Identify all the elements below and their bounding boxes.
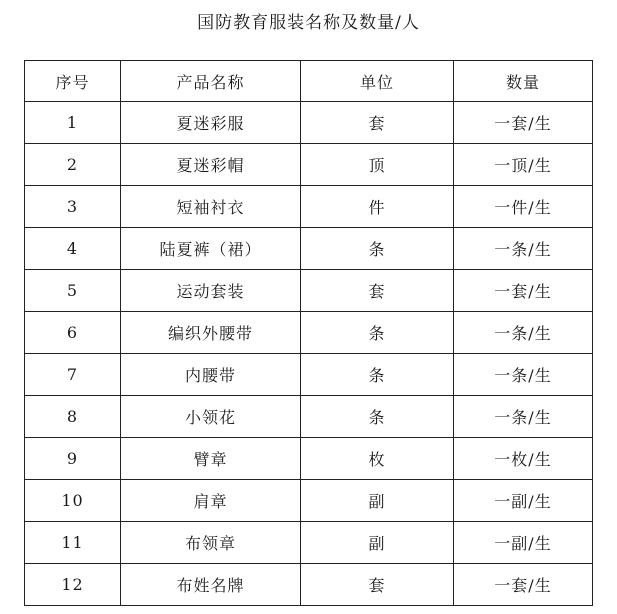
cell-product-name: 臂章 [121, 438, 301, 480]
cell-unit: 套 [301, 102, 454, 144]
cell-product-name: 布姓名牌 [121, 564, 301, 606]
cell-unit: 套 [301, 564, 454, 606]
table-row [25, 102, 593, 144]
header-unit: 单位 [301, 61, 454, 102]
header-product-name: 产品名称 [121, 61, 301, 102]
cell-quantity: 一副/生 [454, 480, 593, 522]
header-quantity: 数量 [454, 61, 593, 102]
cell-quantity: 一条/生 [454, 228, 593, 270]
cell-index: 1 [25, 102, 121, 144]
cell-index: 12 [25, 564, 121, 606]
cell-product-name: 内腰带 [121, 354, 301, 396]
cell-product-name: 夏迷彩服 [121, 102, 301, 144]
cell-index: 3 [25, 186, 121, 228]
cell-unit: 套 [301, 270, 454, 312]
table-row [25, 354, 593, 396]
cell-quantity: 一套/生 [454, 564, 593, 606]
cell-quantity: 一套/生 [454, 270, 593, 312]
cell-unit: 条 [301, 312, 454, 354]
cell-quantity: 一条/生 [454, 354, 593, 396]
cell-unit: 枚 [301, 438, 454, 480]
table-row [25, 312, 593, 354]
cell-index: 10 [25, 480, 121, 522]
cell-unit: 顶 [301, 144, 454, 186]
cell-index: 11 [25, 522, 121, 564]
document-title: 国防教育服装名称及数量/人 [197, 13, 420, 33]
table-row [25, 522, 593, 564]
cell-product-name: 编织外腰带 [121, 312, 301, 354]
table-row [25, 228, 593, 270]
cell-index: 2 [25, 144, 121, 186]
cell-unit: 副 [301, 480, 454, 522]
cell-product-name: 肩章 [121, 480, 301, 522]
cell-quantity: 一条/生 [454, 312, 593, 354]
cell-product-name: 布领章 [121, 522, 301, 564]
cell-quantity: 一套/生 [454, 102, 593, 144]
cell-product-name: 夏迷彩帽 [121, 144, 301, 186]
table-row [25, 186, 593, 228]
cell-unit: 条 [301, 228, 454, 270]
table-header-row [25, 61, 593, 102]
table-row [25, 144, 593, 186]
table-row [25, 480, 593, 522]
cell-quantity: 一顶/生 [454, 144, 593, 186]
cell-unit: 副 [301, 522, 454, 564]
cell-index: 4 [25, 228, 121, 270]
cell-quantity: 一副/生 [454, 522, 593, 564]
cell-index: 7 [25, 354, 121, 396]
cell-product-name: 运动套装 [121, 270, 301, 312]
cell-product-name: 短袖衬衣 [121, 186, 301, 228]
cell-unit: 件 [301, 186, 454, 228]
table-body [25, 102, 593, 606]
cell-quantity: 一条/生 [454, 396, 593, 438]
table-row [25, 270, 593, 312]
cell-quantity: 一枚/生 [454, 438, 593, 480]
cell-index: 5 [25, 270, 121, 312]
table-row [25, 396, 593, 438]
header-index: 序号 [25, 61, 121, 102]
cell-product-name: 小领花 [121, 396, 301, 438]
cell-index: 9 [25, 438, 121, 480]
cell-quantity: 一件/生 [454, 186, 593, 228]
cell-index: 8 [25, 396, 121, 438]
garment-table [24, 60, 593, 606]
table-row [25, 564, 593, 606]
table-row [25, 438, 593, 480]
cell-unit: 条 [301, 354, 454, 396]
cell-index: 6 [25, 312, 121, 354]
cell-product-name: 陆夏裤（裙） [121, 228, 301, 270]
cell-unit: 条 [301, 396, 454, 438]
